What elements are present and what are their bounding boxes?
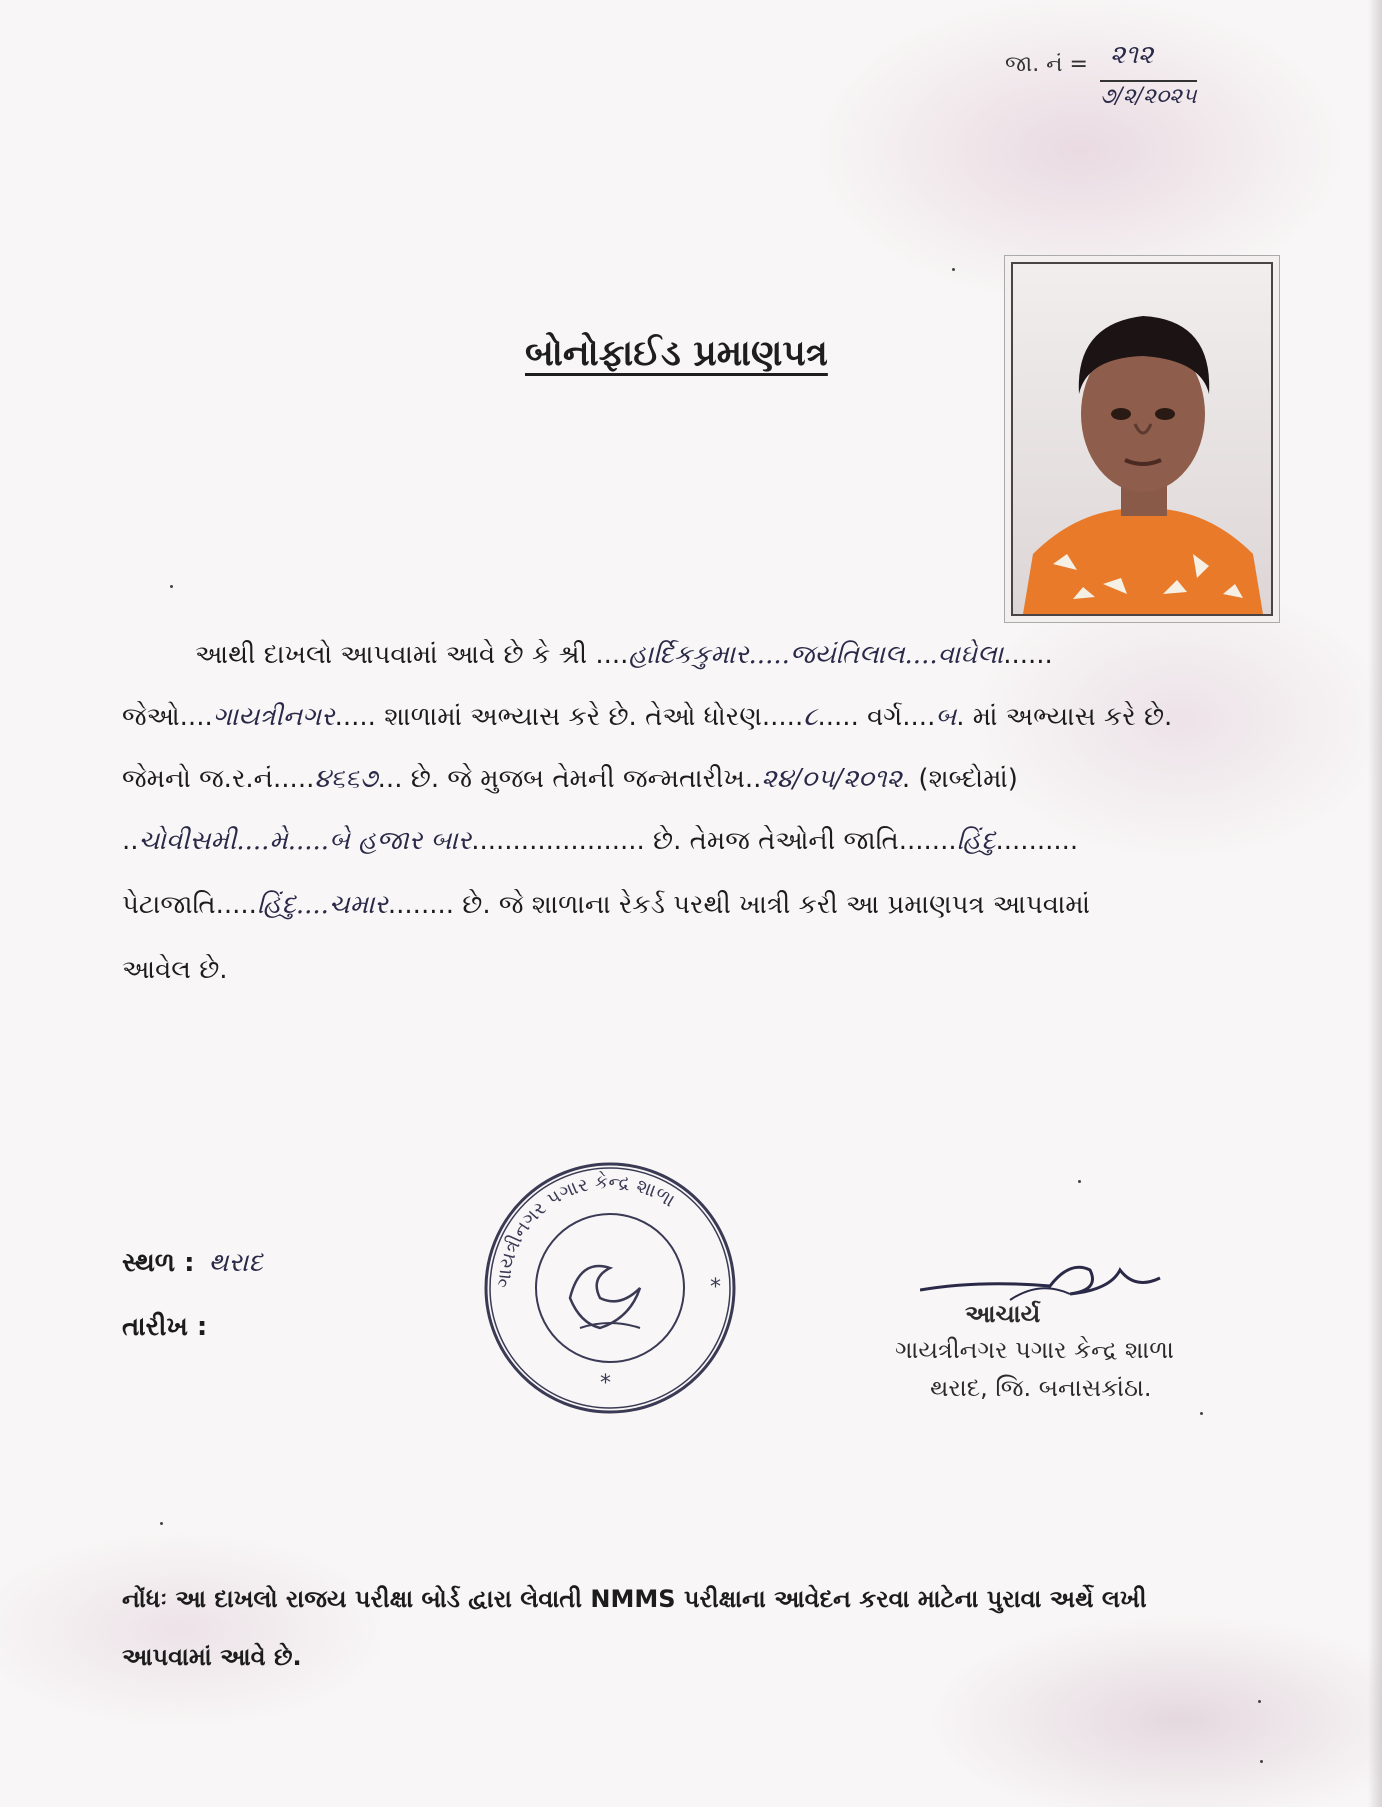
student-photo-icon: [1011, 262, 1273, 616]
place-label: સ્થળ :: [122, 1248, 195, 1278]
signature-block: [870, 1250, 1230, 1410]
scan-speck: [1260, 1760, 1263, 1763]
body-line-5: [122, 890, 1090, 921]
scan-speck: [160, 1522, 163, 1525]
sub-caste: હિંદુ....ચમાર: [256, 890, 388, 920]
scan-speck: [952, 268, 955, 271]
scan-speck: [1258, 1700, 1261, 1703]
body-text: . માં અભ્યાસ કરે છે.: [956, 702, 1173, 732]
reference-label: જા. નં =: [1005, 52, 1088, 77]
reference-number-value: ૨૧૨: [1110, 40, 1154, 70]
page-title: બોનોફાઈડ પ્રમાણપત્ર: [525, 333, 828, 374]
body-line-4: [122, 826, 1078, 857]
svg-text:*: *: [600, 1371, 611, 1396]
body-text: ... છે. જે મુજબ તેમની જન્મતારીખ..: [377, 764, 762, 794]
body-text: ..... વર્ગ....: [817, 702, 936, 732]
date-field: [122, 1312, 207, 1343]
body-line-2: [122, 702, 1172, 733]
body-text: જેઓ....: [122, 702, 213, 732]
register-number: ૪૬૬૭: [314, 764, 378, 794]
place-field: [122, 1248, 263, 1279]
body-text: ......: [1003, 640, 1053, 670]
body-text: ..................... છે. તેમજ તેઓની જાતિ.......: [471, 826, 957, 856]
body-text: પેટાજાતિ.....: [122, 890, 257, 920]
reference-date: ૭/૨/૨૦૨૫: [1100, 80, 1197, 109]
birth-date: ૨૪/૦૫/૨૦૧૨: [761, 764, 902, 794]
scan-speck: [1078, 1180, 1081, 1183]
place-value: થરાદ: [208, 1248, 263, 1278]
school-name: ગાયત્રીનગર: [212, 702, 335, 732]
principal-signature-icon: [920, 1250, 1180, 1330]
school-seal-graphic: [480, 1158, 740, 1418]
standard: ૮: [803, 702, 818, 732]
student-photo-graphic: [1013, 264, 1271, 614]
body-line-1: [195, 640, 1053, 671]
svg-text:*: *: [710, 1275, 721, 1300]
signature-address: થરાદ, જિ. બનાસકાંઠા.: [930, 1374, 1152, 1402]
body-text: ........ છે. જે શાળાના રેકર્ડ પરથી ખાત્રી કરી આ પ્રમાણપત્ર આપવામાં: [387, 890, 1091, 920]
body-line-6: આવેલ છે.: [122, 955, 228, 985]
signature-school: ગાયત્રીનગર પગાર કેન્દ્ર શાળા: [895, 1336, 1174, 1364]
scan-edge-shadow: [1368, 0, 1382, 1807]
body-text: ..........: [995, 826, 1079, 856]
caste: હિંદુ: [956, 826, 996, 856]
birth-date-words: ચોવીસમી....મે.....બે હજાર બાર: [138, 826, 472, 856]
body-line-3: [122, 764, 1018, 795]
student-name: હાર્દિકકુમાર.....જયંતિલાલ....વાઘેલા: [628, 640, 1004, 670]
date-label: તારીખ :: [122, 1312, 208, 1342]
signature-title: આચાર્ય: [965, 1300, 1041, 1328]
seal-text: ગાયત્રીનગર પગાર કેન્દ્ર શાળા: [492, 1170, 679, 1289]
body-text: જેમનો જ.ર.નં.....: [122, 764, 315, 794]
body-text: ..: [122, 826, 139, 856]
school-seal-icon: [480, 1158, 740, 1418]
scan-speck: [170, 585, 173, 588]
body-text: . (શબ્દોમાં): [901, 764, 1018, 794]
body-text: ..... શાળામાં અભ્યાસ કરે છે. તેઓ ધોરણ.....: [334, 702, 804, 732]
division: બ: [935, 702, 957, 732]
scan-speck: [1200, 1412, 1203, 1415]
body-text: આથી દાખલો આપવામાં આવે છે કે શ્રી ....: [195, 640, 629, 670]
footnote: નોંધઃ આ દાખલો રાજય પરીક્ષા બોર્ડ દ્વારા લેવાતી NMMS પરીક્ષાના આવેદન કરવા માટેના પુરાવા અર્થે લખી આપવામાં આવે છે.: [122, 1585, 1147, 1671]
